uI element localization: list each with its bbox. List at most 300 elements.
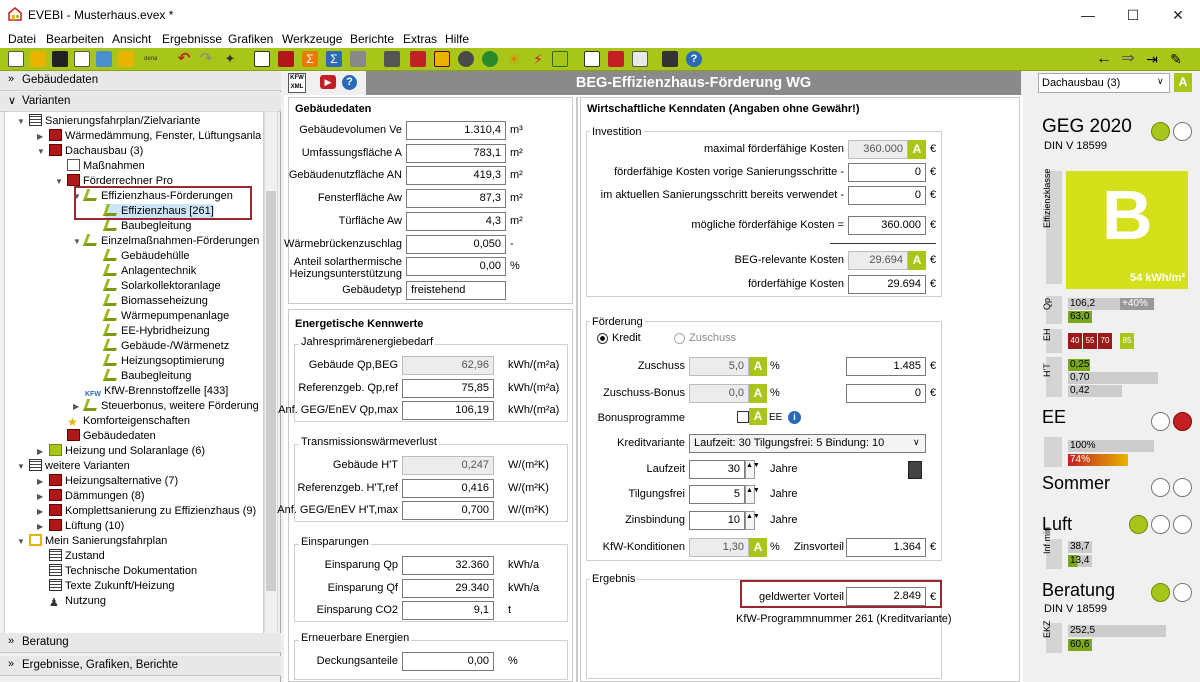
- tree-label: Gebäudehülle: [121, 250, 190, 262]
- person-icon: ♟: [49, 597, 59, 609]
- tree-label: Baubegleitung: [121, 370, 192, 382]
- field-label: Gebäudevolumen Ve: [299, 124, 402, 136]
- geg-label: GEG 2020: [1042, 116, 1132, 137]
- toggle-icon[interactable]: ▶: [37, 477, 44, 486]
- group-title: Transmissionswärmeverlust: [301, 436, 437, 448]
- leaf-icon: [83, 234, 100, 246]
- tree-item[interactable]: [105, 279, 221, 294]
- roadmap-icon: [29, 534, 42, 546]
- field-label: Gebäude H'T: [332, 459, 398, 471]
- tree-item[interactable]: [105, 294, 208, 309]
- calculator-icon: [67, 174, 80, 186]
- value-field: 5,0: [689, 357, 749, 376]
- panel-title: Wirtschaftliche Kenndaten (Angaben ohne Gewähr!): [587, 103, 860, 115]
- chart-icon[interactable]: [350, 51, 366, 67]
- unit-label: €: [930, 254, 937, 266]
- din-label: DIN V 18599: [1044, 140, 1107, 152]
- toggle-icon[interactable]: ▼: [55, 177, 63, 186]
- tree-label: Anlagentechnik: [121, 265, 197, 277]
- sun-icon[interactable]: ☀: [507, 51, 521, 67]
- luft-label: Luft: [1042, 514, 1073, 534]
- value-field[interactable]: 29.340: [402, 579, 494, 598]
- unit-label: m²: [510, 169, 523, 182]
- checklist-icon: [67, 159, 80, 171]
- section-label: Beratung: [22, 636, 69, 648]
- field-label: Einsparung Qp: [324, 559, 398, 571]
- variant-dropdown[interactable]: [1038, 73, 1170, 93]
- tree-item[interactable]: [37, 144, 144, 159]
- collapse-icon: »: [8, 658, 15, 670]
- copy-icon[interactable]: [74, 51, 90, 67]
- heating-icon: [49, 444, 62, 456]
- menu-ansicht[interactable]: Ansicht: [112, 32, 152, 46]
- vtab-label: Qp: [1042, 297, 1052, 310]
- menu-grafiken[interactable]: Grafiken: [228, 32, 274, 46]
- import-icon[interactable]: [96, 51, 112, 67]
- tree-item[interactable]: [105, 249, 190, 264]
- star-icon: ★: [67, 415, 78, 429]
- tree-item[interactable]: [49, 579, 174, 594]
- field-label: Kreditvariante: [617, 437, 685, 449]
- status-circle-empty: [1173, 478, 1192, 497]
- ekz-bar-1: 252,5: [1068, 625, 1166, 637]
- house-outline-icon[interactable]: [552, 51, 568, 67]
- back-arrow-icon[interactable]: ←: [1096, 50, 1112, 67]
- field-label: förderfähige Kosten: [747, 278, 844, 290]
- stepper-field[interactable]: 10: [689, 511, 745, 530]
- tree-item[interactable]: [17, 534, 168, 549]
- stepper-arrows-icon[interactable]: ▲▼: [745, 460, 755, 479]
- lightning-icon[interactable]: ⚡: [533, 51, 543, 67]
- leaf-icon: [83, 399, 100, 411]
- value-field[interactable]: 360.000: [848, 216, 926, 235]
- ekz-bar-2: 60,6: [1068, 639, 1092, 651]
- toggle-icon[interactable]: ▶: [37, 522, 44, 531]
- unit-label: Jahre: [770, 514, 798, 526]
- a-badge-icon: A: [749, 538, 767, 557]
- house-calc-icon[interactable]: [278, 51, 294, 67]
- value-field[interactable]: 0,416: [402, 479, 494, 498]
- leaf-icon: [103, 354, 120, 366]
- unit-label: %: [508, 655, 518, 667]
- ht-bar: 0,25: [1070, 359, 1090, 370]
- expand-icon[interactable]: ⇥: [1146, 51, 1158, 67]
- house-app-icon: [8, 7, 22, 21]
- status-circle-empty: [1173, 583, 1192, 602]
- value-field[interactable]: 0: [848, 186, 926, 205]
- value-field: 1,30: [689, 538, 749, 557]
- scrollbar-thumb[interactable]: [266, 191, 276, 591]
- value-field[interactable]: 1.485: [846, 357, 926, 376]
- tree-label: Solarkollektoranlage: [121, 280, 221, 292]
- tree-item[interactable]: [105, 354, 224, 369]
- tree-item[interactable]: [37, 474, 179, 489]
- eh-tab: [1042, 328, 1062, 353]
- value-field[interactable]: 0: [848, 163, 926, 182]
- kfw-xml-icon[interactable]: KFW XML: [288, 73, 306, 93]
- building-icon[interactable]: [410, 51, 426, 67]
- qp-diff-bar: +40%: [1120, 298, 1154, 310]
- sum-line: [830, 243, 936, 244]
- beratung-label: Beratung: [1042, 580, 1116, 600]
- tree-label: Biomasseheizung: [121, 295, 208, 307]
- zuschuss-radio-label: Zuschuss: [689, 332, 737, 344]
- help-icon[interactable]: ?: [342, 75, 357, 90]
- gear-icon[interactable]: [458, 51, 474, 67]
- leaf-icon: [103, 309, 120, 321]
- calculator-icon[interactable]: [908, 461, 922, 479]
- unit-label: €: [930, 591, 937, 603]
- unit-label: W/(m²K): [508, 504, 549, 517]
- vtab-label: Effizienzklasse: [1042, 168, 1052, 228]
- field-label: Referenzgeb. H'T,ref: [297, 481, 398, 494]
- title-bar: [0, 0, 1200, 30]
- tree-item[interactable]: [37, 129, 262, 144]
- value-field[interactable]: 0,00: [406, 257, 506, 276]
- value-field[interactable]: 9,1: [402, 601, 494, 620]
- kreditvariante-select[interactable]: Laufzeit: 30 Tilgungsfrei: 5 Bindung: 10: [689, 434, 926, 453]
- value-field[interactable]: 0,050: [406, 235, 506, 254]
- field-label: förderfähige Kosten vorige Sanierungsschritte -: [614, 166, 844, 178]
- kredit-label: Kredit: [612, 332, 641, 344]
- page-title: BEG-Effizienzhaus-Förderung WG: [366, 71, 1021, 95]
- field-label: Anteil solarthermische: [293, 256, 402, 268]
- save-icon[interactable]: [52, 51, 68, 67]
- sum-icon[interactable]: Σ: [302, 51, 318, 67]
- tree-item[interactable]: [37, 504, 257, 519]
- tree-label: Texte Zukunft/Heizung: [65, 580, 175, 592]
- house-icon: [49, 489, 62, 501]
- panel-title: Gebäudedaten: [295, 103, 372, 115]
- variant-tree: [4, 111, 264, 643]
- house-icon: [49, 519, 62, 531]
- unit-label: €: [930, 189, 937, 201]
- value-field: 62,96: [402, 356, 494, 375]
- stepper-field[interactable]: 30: [689, 460, 745, 479]
- chart-edit-icon[interactable]: ✎: [1170, 51, 1182, 67]
- tree-label: Maßnahmen: [83, 160, 145, 172]
- chevron-down-icon: ∨: [913, 437, 920, 447]
- field-label: Einsparung CO2: [316, 604, 398, 617]
- unit-label: kWh/a: [508, 559, 540, 571]
- vtab-label: Inf min: [1042, 526, 1052, 554]
- tree-label: Komplettsanierung zu Effizienzhaus (9): [65, 505, 257, 517]
- doc-icon: [49, 564, 62, 576]
- collapse-icon: »: [8, 635, 15, 647]
- status-circle-empty: [1173, 515, 1192, 534]
- unit-label: W/(m²K): [508, 459, 549, 471]
- toolbar: [0, 48, 1200, 71]
- kfw-icon: KFW: [85, 391, 101, 398]
- tree-label: weitere Varianten: [45, 460, 130, 472]
- vtab-label: EKZ: [1042, 620, 1052, 638]
- result-value: 2.849: [846, 587, 926, 606]
- toggle-icon[interactable]: ▼: [73, 237, 81, 246]
- group-title: Einsparungen: [301, 536, 369, 548]
- a-badge-icon: A: [749, 357, 767, 376]
- forward-arrow-icon[interactable]: ⇒: [1121, 50, 1135, 67]
- klasse-letter: B: [1102, 176, 1153, 254]
- window-title: EVEBI - Musterhaus.evex *: [28, 8, 174, 22]
- unit-label: m³: [510, 124, 523, 136]
- stepper-arrows-icon[interactable]: ▲▼: [745, 485, 755, 504]
- ee-label: EE: [769, 412, 783, 423]
- calculator-icon[interactable]: [662, 51, 678, 67]
- field-label: Zinsbindung: [625, 514, 685, 526]
- value-field[interactable]: 0,00: [402, 652, 494, 671]
- toggle-icon[interactable]: ▶: [37, 507, 44, 516]
- group-title: Jahresprimärenergiebedarf: [301, 336, 434, 348]
- status-circle-empty: [1151, 515, 1170, 534]
- field-label: Gebäudetyp: [342, 284, 402, 296]
- content-header: [284, 71, 1023, 95]
- toggle-icon[interactable]: ▼: [37, 147, 45, 156]
- tree-label: Einzelmaßnahmen-Förderungen: [101, 235, 260, 247]
- globe-icon[interactable]: [482, 51, 498, 67]
- section-ergebnisse[interactable]: [0, 656, 281, 676]
- minimize-button[interactable]: —: [1081, 7, 1095, 23]
- tree-label: Gebäude-/Wärmenetz: [121, 340, 230, 352]
- unit-label: €: [930, 278, 937, 290]
- zuschuss-radio[interactable]: [674, 333, 685, 344]
- value-field[interactable]: 4,3: [406, 212, 506, 231]
- field-label: Gebäude Qp,BEG: [308, 359, 398, 371]
- unit-label: Jahre: [770, 488, 798, 500]
- tree-item[interactable]: [105, 369, 191, 384]
- tree-label: Wärmedämmung, Fenster, Lüftungsanla: [65, 130, 262, 142]
- sum-blue-icon[interactable]: Σ: [326, 51, 342, 67]
- value-field[interactable]: 1.364: [846, 538, 926, 557]
- tree-item[interactable]: [105, 219, 191, 234]
- tree-item[interactable]: [73, 399, 259, 414]
- field-label: Einsparung Qf: [327, 581, 398, 594]
- value-field[interactable]: 106,19: [402, 401, 494, 420]
- unit-label: -: [510, 237, 514, 250]
- tree-label: Technische Dokumentation: [65, 565, 198, 577]
- section-label: Varianten: [22, 95, 71, 107]
- tree-label: Lüftung (10): [65, 520, 125, 532]
- stepper-arrows-icon[interactable]: ▲▼: [745, 511, 755, 530]
- field-label: Zuschuss: [637, 360, 685, 372]
- field-label: geldwerter Vorteil: [759, 591, 844, 603]
- print-icon[interactable]: [608, 51, 624, 67]
- tree-item[interactable]: [85, 384, 228, 399]
- tree-item[interactable]: [37, 489, 145, 504]
- tree-item[interactable]: [37, 519, 125, 534]
- building-type-field[interactable]: freistehend: [406, 281, 506, 300]
- tree-label: EE-Hybridheizung: [121, 325, 210, 337]
- kwh-value: 54 kWh/m²: [1130, 272, 1186, 284]
- field-label: Referenzgeb. Qp,ref: [298, 381, 398, 394]
- tree-item[interactable]: [49, 564, 197, 579]
- collapse-icon: »: [8, 73, 15, 85]
- tree-item[interactable]: [105, 324, 210, 339]
- field-label: Anf. GEG/EnEV Qp,max: [278, 404, 398, 417]
- menu-extras[interactable]: Extras: [403, 32, 438, 46]
- value-field[interactable]: 0,700: [402, 501, 494, 520]
- section-label: Ergebnisse, Grafiken, Berichte: [22, 659, 178, 671]
- help-icon[interactable]: ?: [686, 51, 702, 67]
- toggle-icon[interactable]: ▼: [17, 117, 25, 126]
- leaf-icon: [103, 369, 120, 381]
- undo-icon[interactable]: ↶: [177, 50, 191, 67]
- unit-label: €: [930, 166, 937, 178]
- eh-55: 55: [1083, 333, 1097, 349]
- menu-berichte[interactable]: Berichte: [350, 32, 395, 46]
- tree-label: Förderrechner Pro: [83, 175, 173, 187]
- toggle-icon[interactable]: ▶: [37, 492, 44, 501]
- unit-label: kWh/(m²a): [508, 359, 560, 371]
- menu-werkzeuge[interactable]: Werkzeuge: [282, 32, 343, 46]
- field-label: Umfassungsfläche A: [301, 146, 402, 159]
- maximize-button[interactable]: ☐: [1126, 7, 1140, 23]
- toggle-icon[interactable]: ▶: [37, 447, 44, 456]
- value-field[interactable]: 29.694: [848, 275, 926, 294]
- group-title: Ergebnis: [592, 573, 636, 585]
- tree-item[interactable]: [105, 339, 229, 354]
- field-label: mögliche förderfähige Kosten =: [691, 219, 844, 231]
- tree-item[interactable]: [49, 549, 105, 564]
- effizienzklasse-box: [1066, 171, 1188, 289]
- menu-hilfe[interactable]: Hilfe: [445, 32, 470, 46]
- unit-label: €: [930, 143, 937, 155]
- divider: [576, 97, 578, 682]
- stepper-field[interactable]: 5: [689, 485, 745, 504]
- panel-title: Energetische Kennwerte: [295, 318, 424, 330]
- tree-label: Heizungsalternative (7): [65, 475, 179, 487]
- status-circle-empty: [1151, 412, 1170, 431]
- a-badge-icon: A: [908, 140, 926, 159]
- luft-bar-2: 13,4: [1068, 555, 1092, 567]
- export-icon[interactable]: [118, 51, 134, 67]
- leaf-icon: [103, 249, 120, 261]
- eh-40: 40: [1068, 333, 1082, 349]
- unit-label: €: [930, 541, 937, 553]
- toggle-icon[interactable]: ▼: [73, 192, 81, 201]
- tree-item[interactable]: [17, 459, 130, 474]
- redo-icon[interactable]: ↷: [199, 50, 213, 67]
- value-field[interactable]: 783,1: [406, 144, 506, 163]
- ht-ref-bar: 0,42: [1068, 385, 1122, 397]
- video-icon[interactable]: ▶: [320, 75, 336, 89]
- field-label: Gebäudenutzfläche AN: [288, 169, 402, 182]
- leaf-icon: [103, 279, 120, 291]
- value-field[interactable]: 75,85: [402, 379, 494, 398]
- tree-item[interactable]: [67, 414, 190, 429]
- tree-label: Heizungsoptimierung: [121, 355, 225, 367]
- document-icon[interactable]: [254, 51, 270, 67]
- info-icon[interactable]: i: [788, 411, 801, 424]
- unit-label: €: [930, 387, 937, 399]
- tree-item[interactable]: [37, 444, 206, 459]
- toggle-icon[interactable]: ▶: [73, 402, 80, 411]
- value-field[interactable]: 32.360: [402, 556, 494, 575]
- field-label: Laufzeit: [646, 463, 685, 475]
- right-pane: [1024, 71, 1200, 682]
- tree-label: Nutzung: [65, 595, 106, 607]
- bonus-checkbox[interactable]: [737, 411, 749, 423]
- tree-label: Baubegleitung: [121, 220, 192, 232]
- new-file-icon[interactable]: [8, 51, 24, 67]
- ekz-tab: [1042, 620, 1062, 653]
- close-button[interactable]: ✕: [1172, 7, 1184, 23]
- tree-item[interactable]: [67, 429, 156, 444]
- status-circle-empty: [1151, 478, 1170, 497]
- qp-max-bar: 106,2: [1068, 298, 1144, 310]
- group-title: Investition: [592, 126, 642, 138]
- value-field[interactable]: 419,3: [406, 166, 506, 185]
- value-field[interactable]: 0: [846, 384, 926, 403]
- unit-label: t: [508, 604, 512, 617]
- report-icon[interactable]: [584, 51, 600, 67]
- value-field[interactable]: 1.310,4: [406, 121, 506, 140]
- qp-bar: 63,0: [1068, 311, 1092, 323]
- a-badge-icon: A: [1174, 73, 1192, 92]
- unit-label: W/(m²K): [508, 481, 549, 494]
- tree-item[interactable]: [73, 234, 260, 249]
- tree-item[interactable]: [17, 114, 201, 129]
- fire-icon[interactable]: [434, 51, 450, 67]
- tree-label: Komforteigenschaften: [83, 415, 191, 427]
- qp-tab: [1042, 296, 1062, 324]
- value-field[interactable]: 87,3: [406, 189, 506, 208]
- tree-item[interactable]: [67, 159, 145, 174]
- house-icon: [49, 129, 62, 141]
- tree-label: Effizienzhaus-Förderungen: [101, 190, 233, 202]
- value-field: 0,247: [402, 456, 494, 475]
- main-content: [277, 71, 1023, 682]
- menu-ergebnisse[interactable]: Ergebnisse: [162, 32, 223, 46]
- section-beratung[interactable]: [0, 633, 281, 653]
- tree-item[interactable]: [105, 264, 196, 279]
- tree-item[interactable]: [49, 594, 106, 609]
- menu-bearbeiten[interactable]: Bearbeiten: [46, 32, 105, 46]
- din-label: DIN V 18599: [1044, 603, 1107, 615]
- dena-icon[interactable]: dena: [144, 56, 158, 62]
- leaf-icon: [103, 339, 120, 351]
- tree-label: KfW-Brennstoffzelle [433]: [104, 385, 229, 397]
- section-gebaeudedaten[interactable]: [0, 71, 281, 91]
- section-varianten[interactable]: [0, 92, 281, 112]
- chevron-down-icon: ∨: [1157, 76, 1164, 86]
- ee-bar-74: 74%: [1068, 454, 1128, 466]
- house-icon: [49, 474, 62, 486]
- selection-highlight: [74, 186, 252, 220]
- value-field: 0,0: [689, 384, 749, 403]
- ee-label: EE: [1042, 407, 1067, 427]
- ruler-icon[interactable]: [384, 51, 400, 67]
- menu-datei[interactable]: Datei: [8, 32, 37, 46]
- status-circle-green: [1151, 122, 1170, 141]
- menu-bar: [0, 30, 1200, 48]
- unit-label: %: [770, 387, 780, 399]
- tree-label: Dämmungen (8): [65, 490, 145, 502]
- tree-label: Sanierungsfahrplan/Zielvariante: [45, 115, 201, 127]
- plan-icon[interactable]: [632, 51, 648, 67]
- unit-label: %: [770, 360, 780, 372]
- tree-item[interactable]: [105, 309, 229, 324]
- field-label: Anf. GEG/EnEV H'T,max: [277, 504, 398, 517]
- open-folder-icon[interactable]: [30, 51, 46, 67]
- toggle-icon[interactable]: ▶: [37, 132, 44, 141]
- tree-label: Steuerbonus, weitere Förderung: [101, 400, 259, 412]
- toggle-icon[interactable]: ▼: [17, 462, 25, 471]
- kredit-radio[interactable]: [597, 333, 608, 344]
- wand-icon[interactable]: ✦: [224, 51, 236, 66]
- toggle-icon[interactable]: ▼: [17, 537, 25, 546]
- field-label: BEG-relevante Kosten: [734, 254, 844, 266]
- unit-label: €: [930, 219, 937, 231]
